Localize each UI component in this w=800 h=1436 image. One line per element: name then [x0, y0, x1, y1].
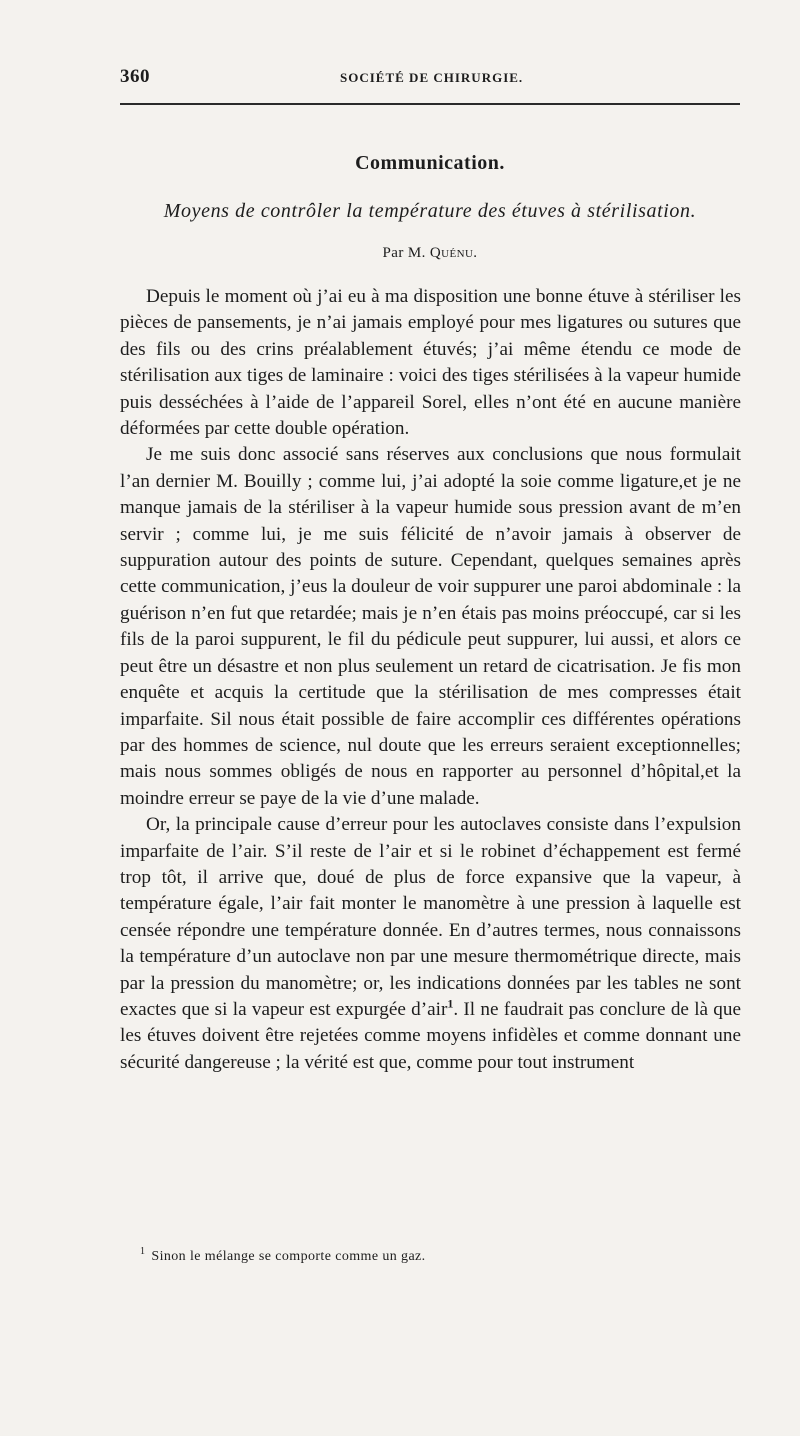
article-body [120, 284, 741, 1076]
footnote [140, 1246, 740, 1265]
paragraph-3 [120, 812, 741, 1076]
author-name: Quénu. [429, 245, 478, 261]
footnote-mark: 1 [140, 1246, 146, 1258]
footnote-reference: 1 [447, 996, 454, 1011]
paragraph-2: Je me suis donc associé sans réserves aux conclusions que nous formulait l’an dernier M. Bouilly ; comme lui, j’ai adopté la soie comme ligature,et je ne manque jamais de la stériliser à la vapeur humide sous pression avant de m’en servir ; comme lui, je me suis félicité de n’avoir jamais à observer de suppuration autour des points de suture. Cependant, quelques semaines après cette communication, j’eus la douleur de voir suppurer une paroi abdominale : la guérison n’en fut que retardée; mais je n’en étais pas moins préoccupé, car si les fils de la paroi suppurent, le fil du pédicule peut suppurer, lui aussi, et alors ce peut être un désastre et non plus seulement un retard de cicatrisation. Je fis mon enquête et acquis la certitude que la stérilisation de mes compresses était imparfaite. Sil nous était possible de faire accomplir ces différentes opérations par des hommes de science, nul doute que les erreurs seraient exceptionnelles; mais nous sommes obligés de nous en rapporter au personnel d’hôpital,et la moindre erreur se paye de la vie d’une malade. [120, 444, 741, 809]
byline [120, 245, 740, 262]
article-title: Moyens de contrôler la température des étuves à stérilisation. [163, 200, 697, 222]
byline-prefix: Par M. [382, 245, 426, 261]
paragraph-3-text-a: Or, la principale cause d’erreur pour les autoclaves consiste dans l’expulsion imparfaite de l’air. S’il reste de l’air et si le robinet d’échappement est fermé trop tôt, il arrive que, doué de plus de force expansive que la vapeur, à température égale, l’air fait monter le manomètre à une pression à laquelle est censée répondre une température donnée. En d’autres termes, nous connaissons la température d’un autoclave non par une mesure thermométrique directe, mais par la pression du manomètre; or, les indications données par les tables ne sont exactes que si la vapeur est expurgée d’air [120, 814, 741, 1020]
header-rule [120, 103, 740, 105]
page-number: 360 [120, 66, 150, 87]
paragraph-3-text-b: . Il ne faudrait pas conclure de là que les étuves doivent être rejetées comme moyens infidèles et comme donnant une sécurité dangereuse ; la vérité est que, comme pour tout instrument [120, 998, 742, 1073]
running-head [120, 66, 740, 96]
journal-title: SOCIÉTÉ DE CHIRURGIE. [340, 70, 524, 85]
section-heading: Communication. [355, 152, 505, 174]
footnote-text: Sinon le mélange se comporte comme un gaz. [151, 1249, 426, 1264]
paragraph-1: Depuis le moment où j’ai eu à ma disposition une bonne étuve à stériliser les pièces de pansements, je n’ai jamais employé pour mes ligatures ou sutures que des fils ou des crins préalablement étuvés; j’ai même étendu ce mode de stérilisation aux tiges de laminaire : voici des tiges stérilisées à la vapeur humide puis desséchées à l’aide de l’appareil Sorel, elles n’ont été en aucune manière déformées par cette double opération. [120, 286, 741, 440]
